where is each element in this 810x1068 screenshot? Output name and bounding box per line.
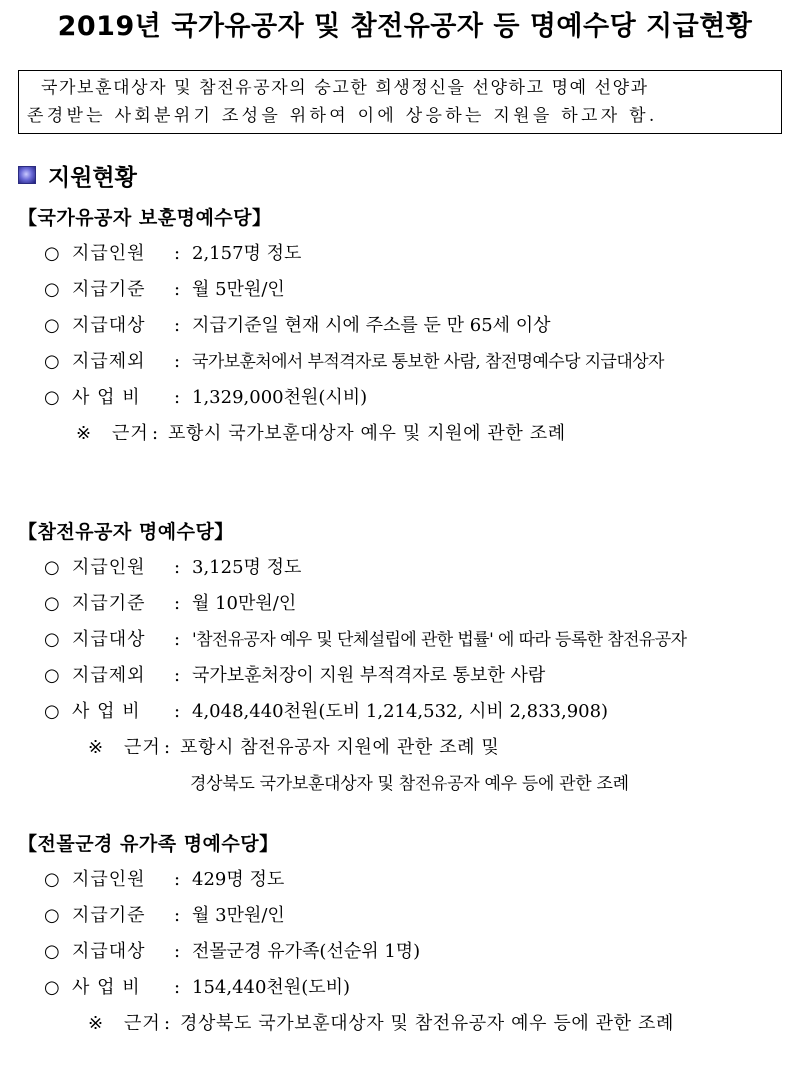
colon: : (174, 593, 181, 614)
list-item (18, 934, 798, 970)
section-title: 지원현황 (48, 164, 137, 191)
circle-bullet-icon: ○ (44, 905, 60, 926)
colon: : (174, 629, 181, 650)
intro-line-1: 국가보훈대상자 및 참전유공자의 숭고한 희생정신을 선양하고 명예 선양과 (41, 78, 649, 98)
group-veteran-honor-allowance (18, 514, 798, 802)
colon: : (174, 387, 181, 408)
list-item (18, 622, 798, 658)
item-value: 3,125명 정도 (192, 557, 302, 578)
item-label: 지급제외 (72, 665, 146, 686)
list-item (18, 862, 798, 898)
circle-bullet-icon: ○ (44, 869, 60, 890)
item-label: 사 업 비 (72, 701, 141, 722)
circle-bullet-icon: ○ (44, 941, 60, 962)
colon: : (174, 905, 181, 926)
colon: : (174, 701, 181, 722)
item-value: 전몰군경 유가족(선순위 1명) (192, 941, 421, 962)
list-item (18, 272, 798, 308)
circle-bullet-icon: ○ (44, 243, 60, 264)
item-value: 4,048,440천원(도비 1,214,532, 시비 2,833,908) (192, 701, 609, 722)
item-label: 사 업 비 (72, 387, 141, 408)
reference-mark-icon: ※ (88, 737, 104, 758)
list-item (18, 344, 798, 380)
circle-bullet-icon: ○ (44, 387, 60, 408)
colon: : (174, 869, 181, 890)
item-value: 월 5만원/인 (192, 279, 285, 300)
circle-bullet-icon: ○ (44, 701, 60, 722)
colon: : (174, 351, 181, 372)
item-label: 지급대상 (72, 941, 146, 962)
intro-box (18, 70, 782, 134)
item-label: 지급인원 (72, 243, 146, 264)
item-value: 월 3만원/인 (192, 905, 285, 926)
circle-bullet-icon: ○ (44, 977, 60, 998)
item-label: 사 업 비 (72, 977, 141, 998)
note-value: 포항시 참전유공자 지원에 관한 조례 및 (180, 737, 500, 758)
colon: : (152, 423, 159, 444)
colon: : (174, 315, 181, 336)
group-title: 【전몰군경 유가족 명예수당】 (18, 833, 279, 855)
note-label: 근거 (112, 423, 149, 444)
intro-line-2: 존경받는 사회분위기 조성을 위하여 이에 상응하는 지원을 하고자 함. (27, 106, 658, 126)
basis-note (18, 416, 798, 452)
circle-bullet-icon: ○ (44, 629, 60, 650)
section-heading (18, 158, 137, 192)
colon: : (174, 279, 181, 300)
reference-mark-icon: ※ (76, 423, 92, 444)
colon: : (174, 941, 181, 962)
item-value: '참전유공자 예우 및 단체설립에 관한 법률' 에 따라 등록한 참전유공자 (192, 630, 687, 650)
item-label: 지급대상 (72, 629, 146, 650)
list-item (18, 380, 798, 416)
colon: : (174, 557, 181, 578)
group-patriot-honor-allowance (18, 200, 798, 452)
item-value: 154,440천원(도비) (192, 977, 351, 998)
group-fallen-soldier-family-allowance (18, 826, 798, 1042)
item-label: 지급기준 (72, 905, 146, 926)
item-label: 지급인원 (72, 869, 146, 890)
colon: : (164, 1013, 171, 1034)
item-label: 지급제외 (72, 351, 146, 372)
circle-bullet-icon: ○ (44, 351, 60, 372)
list-item (18, 658, 798, 694)
circle-bullet-icon: ○ (44, 279, 60, 300)
note-continuation: 경상북도 국가보훈대상자 및 참전유공자 예우 등에 관한 조례 (190, 774, 629, 794)
group-title: 【국가유공자 보훈명예수당】 (18, 207, 272, 229)
colon: : (174, 243, 181, 264)
item-value: 월 10만원/인 (192, 593, 297, 614)
note-value: 경상북도 국가보훈대상자 및 참전유공자 예우 등에 관한 조례 (180, 1013, 674, 1034)
colon: : (174, 977, 181, 998)
basis-note (18, 730, 798, 766)
note-value: 포항시 국가보훈대상자 예우 및 지원에 관한 조례 (168, 423, 566, 444)
item-value: 1,329,000천원(시비) (192, 387, 368, 408)
square-bullet-icon (18, 166, 36, 184)
colon: : (164, 737, 171, 758)
colon: : (174, 665, 181, 686)
item-label: 지급기준 (72, 279, 146, 300)
item-value: 지급기준일 현재 시에 주소를 둔 만 65세 이상 (192, 315, 551, 336)
note-label: 근거 (124, 1013, 161, 1034)
item-label: 지급대상 (72, 315, 146, 336)
list-item (18, 236, 798, 272)
list-item (18, 694, 798, 730)
reference-mark-icon: ※ (88, 1013, 104, 1034)
list-item (18, 308, 798, 344)
list-item (18, 550, 798, 586)
page-title: 2019년 국가유공자 및 참전유공자 등 명예수당 지급현황 (57, 11, 753, 42)
list-item (18, 586, 798, 622)
item-value: 2,157명 정도 (192, 243, 302, 264)
circle-bullet-icon: ○ (44, 557, 60, 578)
item-value: 429명 정도 (192, 869, 285, 890)
item-label: 지급인원 (72, 557, 146, 578)
list-item (18, 898, 798, 934)
list-item (18, 970, 798, 1006)
item-value: 국가보훈처에서 부적격자로 통보한 사람, 참전명예수당 지급대상자 (192, 352, 664, 372)
circle-bullet-icon: ○ (44, 315, 60, 336)
note-label: 근거 (124, 737, 161, 758)
item-value: 국가보훈처장이 지원 부적격자로 통보한 사람 (192, 665, 546, 686)
circle-bullet-icon: ○ (44, 665, 60, 686)
group-title: 【참전유공자 명예수당】 (18, 521, 234, 543)
circle-bullet-icon: ○ (44, 593, 60, 614)
item-label: 지급기준 (72, 593, 146, 614)
basis-note (18, 1006, 798, 1042)
